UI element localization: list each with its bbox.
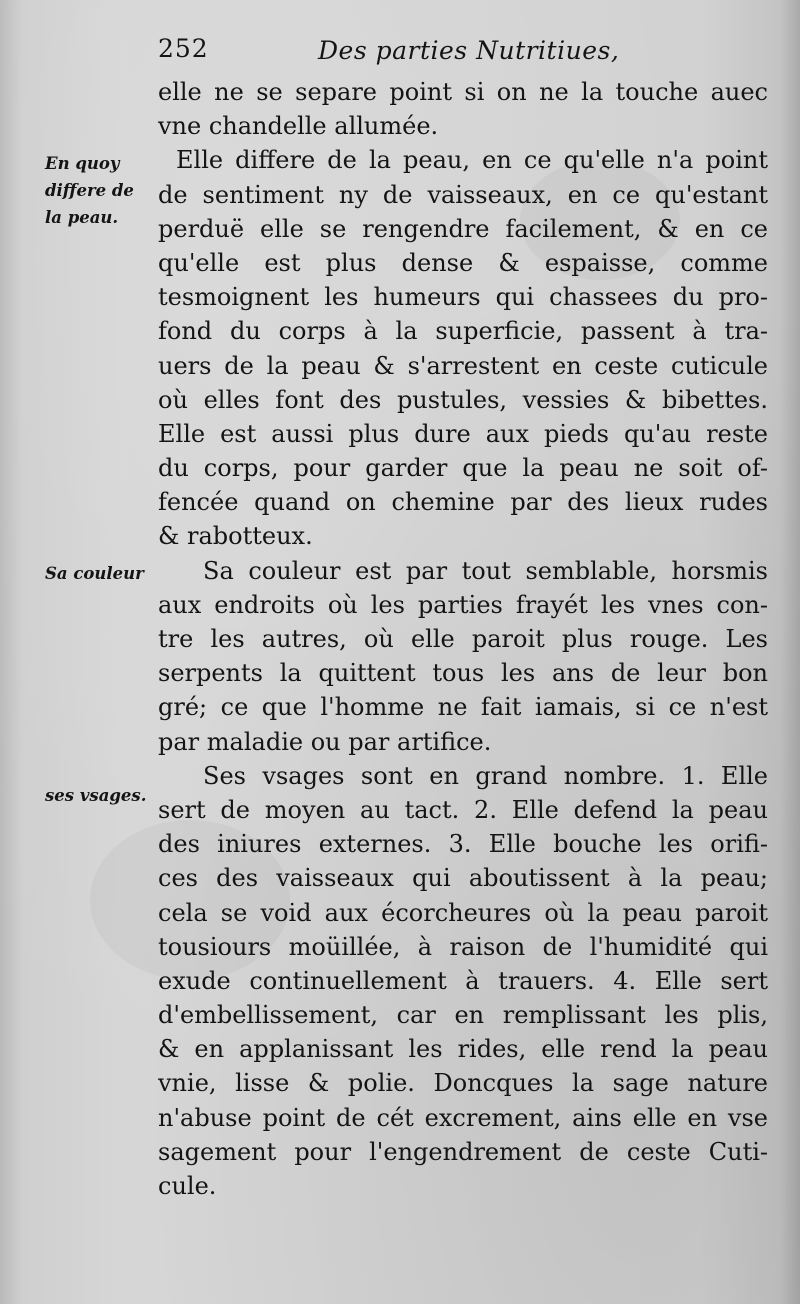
- text-line: ces des vaisseaux qui aboutissent à la peau;: [158, 864, 768, 893]
- text-line: fond du corps à la superficie, passent à tra-: [158, 317, 768, 346]
- page-header: [158, 30, 758, 70]
- text-line: fencée quand on chemine par des lieux rudes: [158, 488, 768, 517]
- margin-note-differe: [45, 150, 155, 231]
- text-line: & rabotteux.: [158, 522, 313, 551]
- text-line: vne chandelle allumée.: [158, 112, 439, 141]
- text-line: tre les autres, où elle paroit plus rouge. Les: [158, 625, 768, 653]
- text-line: où elles font des pustules, vessies & bibettes.: [158, 385, 768, 414]
- text-line: par maladie ou par artifice.: [158, 727, 492, 756]
- text-line: cela se void aux écorcheures où la peau paroit: [158, 898, 768, 927]
- text-line: vnie, lisse & polie. Doncques la sage nature: [158, 1069, 768, 1098]
- text-line: Elle differe de la peau, en ce qu'elle n'a point: [176, 146, 768, 175]
- text-line: Ses vsages sont en grand nombre. 1. Elle: [203, 761, 768, 790]
- text-line: de sentiment ny de vaisseaux, en ce qu'estant: [158, 180, 768, 209]
- text-line: elle ne se separe point si on ne la touche auec: [158, 78, 768, 106]
- running-title: Des parties Nutritiues,: [318, 36, 620, 65]
- text-line: tousiours moüillée, à raison de l'humidité qui: [158, 932, 768, 961]
- text-line: n'abuse point de cét excrement, ains elle en vse: [158, 1103, 768, 1132]
- text-line: serpents la quittent tous les ans de leur bon: [158, 659, 768, 688]
- text-line: uers de la peau & s'arrestent en ceste cuticule: [158, 351, 768, 380]
- text-line: cule.: [158, 1172, 217, 1200]
- text-line: d'embellissement, car en remplissant les plis,: [158, 1001, 768, 1030]
- margin-note-line: Sa couleur: [45, 564, 144, 583]
- text-line: sert de moyen au tact. 2. Elle defend la peau: [158, 795, 768, 824]
- margin-note-vsages: [45, 782, 155, 809]
- text-line: aux endroits où les parties frayét les vnes con-: [158, 590, 768, 619]
- text-line: tesmoignent les humeurs qui chassees du pro-: [158, 283, 768, 312]
- text-line: qu'elle est plus dense & espaisse, comme: [158, 248, 768, 277]
- body-text: [158, 75, 768, 1203]
- text-line: gré; ce que l'homme ne fait iamais, si ce n'est: [158, 693, 768, 722]
- margin-note-line: En quoy: [45, 154, 120, 173]
- text-line: perduë elle se rengendre facilement, & en ce: [158, 214, 768, 243]
- text-line: & en applanissant les rides, elle rend la peau: [158, 1035, 768, 1064]
- text-line: sagement pour l'engendrement de ceste Cuti-: [158, 1137, 768, 1166]
- text-line: Elle est aussi plus dure aux pieds qu'au reste: [158, 419, 768, 448]
- margin-note-couleur: [45, 560, 155, 587]
- text-line: du corps, pour garder que la peau ne soit of-: [158, 454, 768, 483]
- margin-note-line: ses vsages.: [45, 786, 147, 805]
- margin-note-line: differe de: [45, 181, 134, 200]
- page-number: 252: [158, 34, 209, 63]
- margin-note-line: la peau.: [45, 208, 119, 227]
- text-line: Sa couleur est par tout semblable, horsmis: [203, 556, 768, 585]
- text-line: des iniures externes. 3. Elle bouche les orifi-: [158, 830, 768, 859]
- text-line: exude continuellement à trauers. 4. Elle sert: [158, 966, 768, 995]
